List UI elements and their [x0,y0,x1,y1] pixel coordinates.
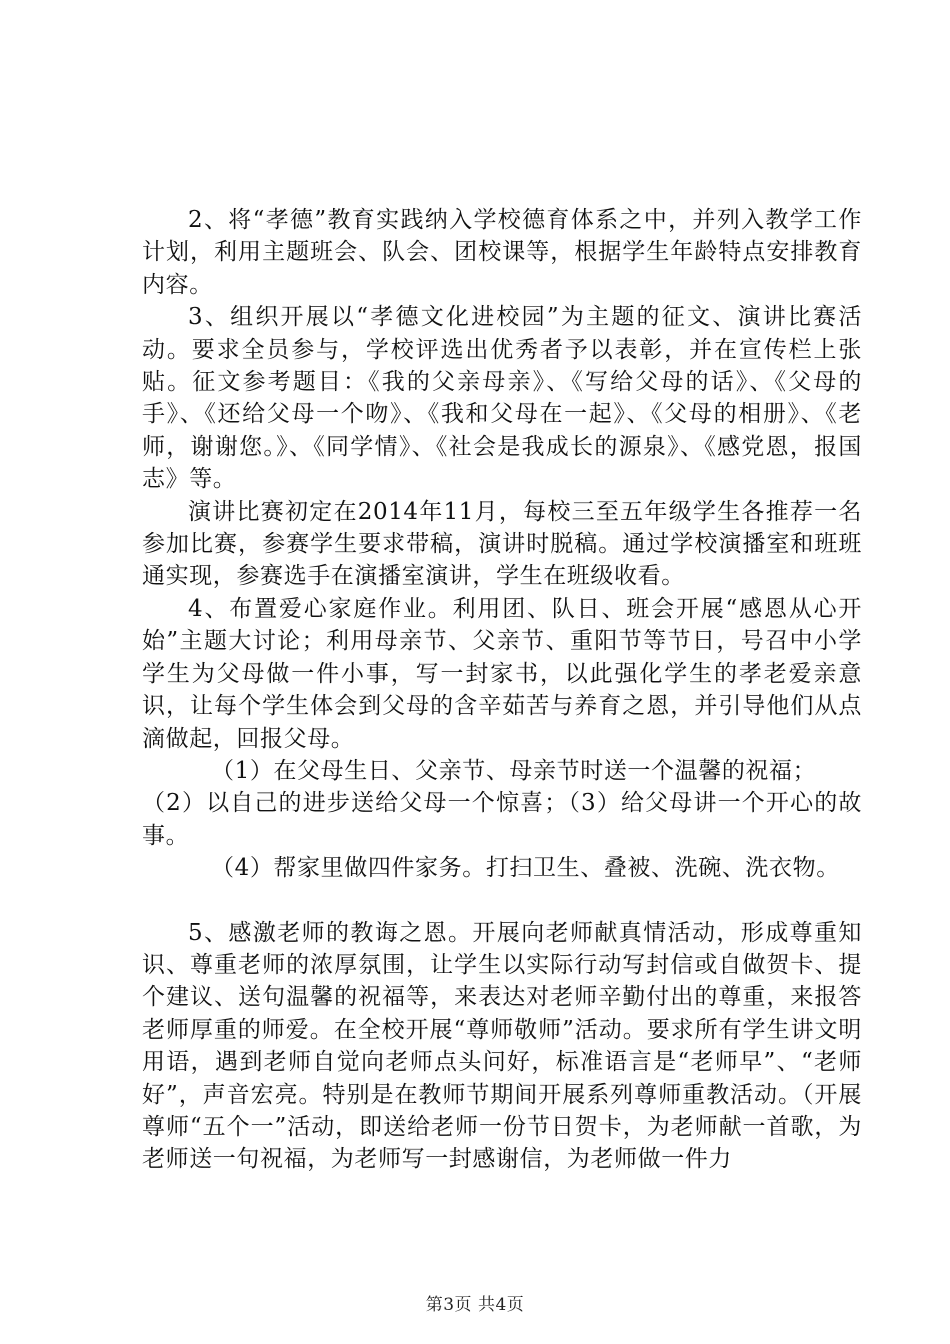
paragraph-subitem-2-3: （2）以自己的进步送给父母一个惊喜；（3）给父母讲一个开心的故事。 [142,790,862,849]
page-footer: 第3页 共4页 [425,1295,525,1315]
paragraph-item-5: 5、感激老师的教诲之恩。开展向老师献真情活动，形成尊重知识、尊重老师的浓厚氛围，让学生以实际行动写封信或自做贺卡、提个建议、送句温馨的祝福等，来表达对老师辛勤付出的尊重，来报答老师厚重的师爱。在全校开展“尊师敬师”活动。要求所有学生讲文明用语，遇到老师自觉向老师点头问好，标准语言是“老师早”、“老师好”，声音宏亮。特别是在教师节期间开展系列尊师重教活动。（开展尊师“五个一”活动，即送给老师一份节日贺卡，为老师献一首歌，为老师送一句祝福，为老师写一封感谢信，为老师做一件力 [142,919,862,1173]
paragraph-item-4: 4、布置爱心家庭作业。利用团、队日、班会开展“感恩从心开始”主题大讨论；利用母亲节、父亲节、重阳节等节日，号召中小学学生为父母做一件小事，写一封家书，以此强化学生的孝老爱亲意识，让每个学生体会到父母的含辛茹苦与养育之恩，并引导他们从点滴做起，回报父母。 [142,595,862,752]
paragraph-spacer [142,885,862,917]
document-body [142,204,862,1176]
paragraph-item-3: 3、组织开展以“孝德文化进校园”为主题的征文、演讲比赛活动。要求全员参与，学校评选出优秀者予以表彰，并在宣传栏上张贴。征文参考题目：《我的父亲母亲》、《写给父母的话》、《父母的手》、《还给父母一个吻》、《我和父母在一起》、《父母的相册》、《老师，谢谢您。》、《同学情》、《社会是我成长的源泉》、《感党恩，报国志》等。 [142,304,862,493]
paragraph-speech-contest: 演讲比赛初定在2014年11月，每校三至五年级学生各推荐一名参加比赛，参赛学生要求带稿，演讲时脱稿。通过学校演播室和班班通实现，参赛选手在演播室演讲，学生在班级收看。 [142,498,862,590]
paragraph-subitem-4: （4）帮家里做四件家务。打扫卫生、叠被、洗碗、洗衣物。 [211,855,840,882]
paragraph-subitem-1: （1）在父母生日、父亲节、母亲节时送一个温馨的祝福； [211,757,817,784]
paragraph-item-2: 2、将“孝德”教育实践纳入学校德育体系之中，并列入教学工作计划，利用主题班会、队会、团校课等，根据学生年龄特点安排教育内容。 [142,207,862,298]
